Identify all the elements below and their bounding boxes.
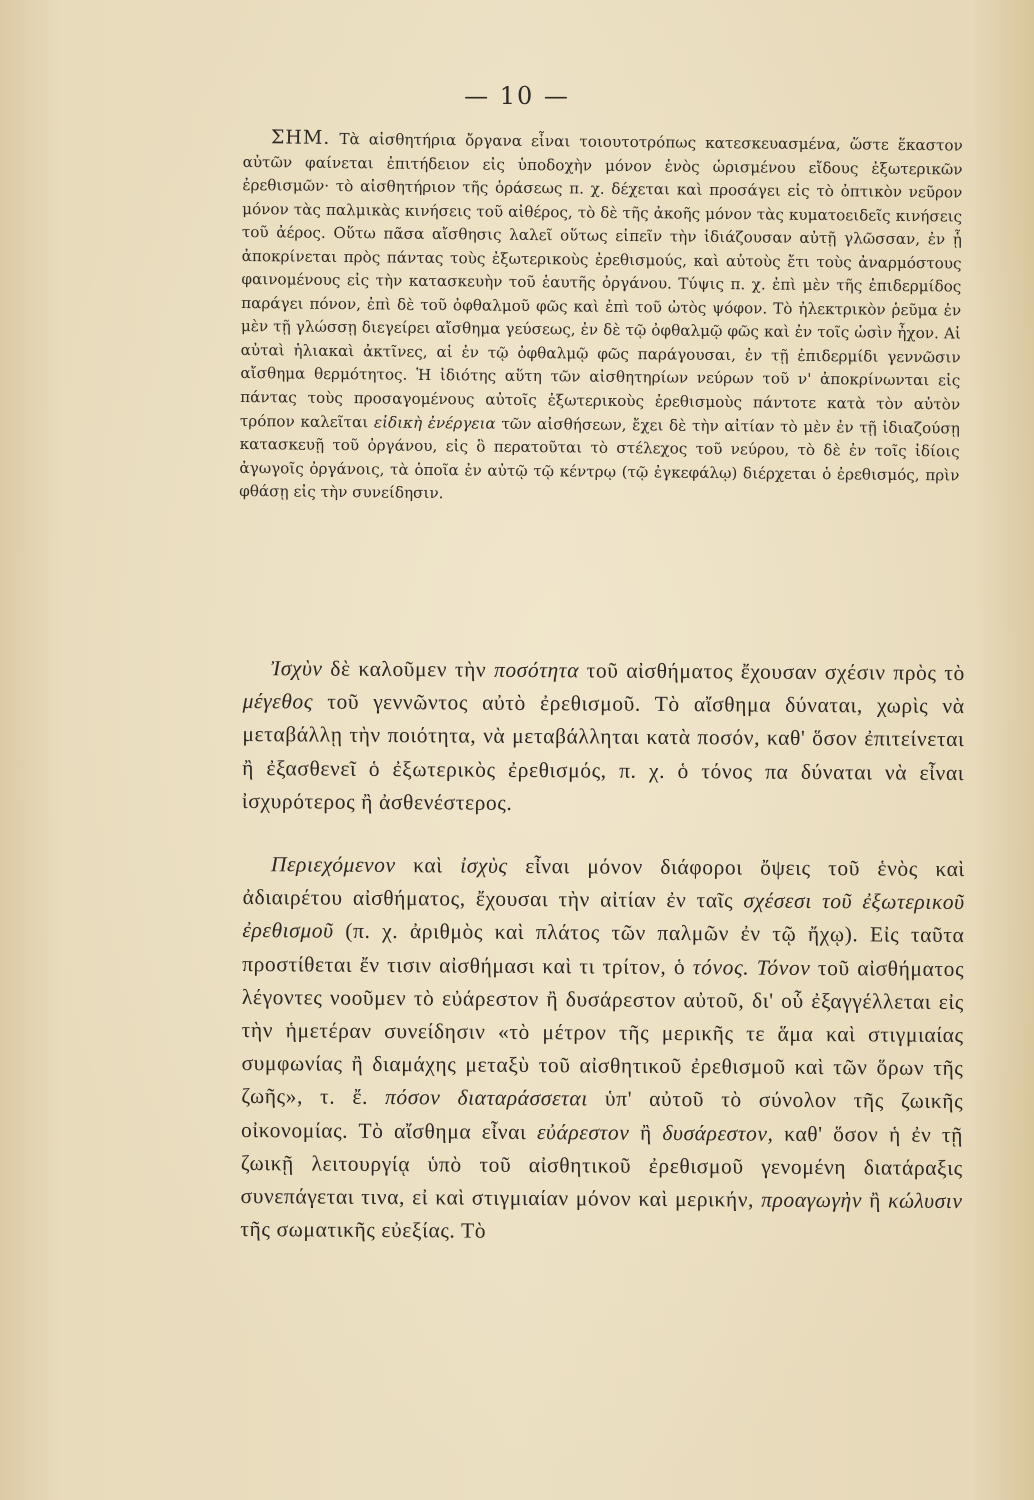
p2-text: τῆς σωματικῆς εὐεξίας. Τὸ — [240, 1217, 487, 1243]
p2-text: ἢ — [869, 1188, 882, 1213]
p2-text: (π. χ. ἀριθμὸς καὶ πλάτος τῶν παλμῶν ἐν τῷ ἤχῳ). Εἰς ταῦτα προστίθεται ἔν τισιν αἰσθήμασι καὶ τι τρίτον, ὁ — [242, 919, 965, 979]
p2-term-tonos: τόνος. Τόνον — [692, 954, 811, 980]
p2-text: ἢ — [639, 1120, 652, 1145]
note-italic-term: εἰδικὴ ἐνέργεια — [373, 412, 496, 433]
p1-text: τοῦ αἰσθήματος ἔχουσαν σχέσιν πρὸς τὸ — [586, 658, 965, 686]
p2-term-kolysin: κώλυσιν — [888, 1188, 963, 1214]
p1-term-posotita: ποσότητα — [493, 657, 580, 683]
page-number: — 10 — — [464, 82, 570, 110]
p2-text: καθ' ὅσον ἡ ἐν τῇ ζωικῇ λειτουργίᾳ ὑπὸ τοῦ αἰσθητικοῦ ἐρεθισμοῦ γενομένη διατάραξις συνεπάγεται τινα, εἰ καὶ στιγμιαίαν μόνον καὶ μερικήν, — [240, 1121, 964, 1212]
p2-term-proagogin: προαγωγὴν — [761, 1187, 863, 1213]
note-text-end: τῶν αἰσθήσεων, ἔχει δὲ τὴν αἰτίαν τὸ μὲν ἐν τῇ ἰδιαζούσῃ κατασκευῇ τοῦ ὀργάνου, εἰς ὃ περατοῦται τὸ στέλεχος τοῦ νεύρου, τὸ δὲ ἐν τοῖς ἰδίοις ἀγωγοῖς ὀργάνοις, τὰ ὁποῖα ἐν αὐτῷ τῷ κέντρῳ (τῷ ἐγκεφάλῳ) διέρχεται ὁ ἐρεθισμός, πρὶν φθάσῃ εἰς τὴν συνείδησιν. — [239, 414, 960, 503]
p2-text: καὶ — [413, 853, 443, 878]
footnote-paragraph — [239, 126, 963, 511]
p1-term-ischyn: Ἰσχὺν — [270, 656, 323, 681]
p2-text: εἶναι μόνον διάφοροι ὄψεις τοῦ ἑνὸς καὶ ἀδιαιρέτου αἰσθήματος, ἔχουσαι τὴν αἰτίαν ἐν ταῖς — [242, 853, 965, 913]
p2-term-evareston: εὐάρεστον — [536, 1119, 630, 1145]
p2-term-dysareston: δυσάρεστον, — [662, 1120, 774, 1146]
p1-term-megethos: μέγεθος — [242, 689, 314, 714]
p2-text: τοῦ αἰσθήματος λέγοντες νοοῦμεν τὸ εὐάρεστον ἢ δυσάρεστον αὐτοῦ, δι' οὗ ἐξαγγέλλεται εἰς τὴν ἡμετέραν συνείδησιν «τὸ μέτρον τῆς μερικῆς τε ἅμα καὶ στιγμιαίας συμφωνίας ἢ διαμάχης μεταξὺ τοῦ αἰσθητικοῦ ἐρεθισμοῦ καὶ τῶν ὅρων τῆς ζωῆς», τ. ἔ. — [241, 955, 965, 1110]
paragraph-intensity — [242, 652, 965, 823]
p2-text: ὑπ' αὐτοῦ τὸ σύνολον τῆς ζωικῆς οἰκονομίας. Τὸ αἴσθημα εἶναι — [240, 1086, 964, 1144]
paragraph-content — [240, 848, 965, 1251]
p1-text: τοῦ γεννῶντος αὐτὸ ἐρεθισμοῦ. Τὸ αἴσθημα δύναται, χωρὶς νὰ μεταβάλλῃ τὴν ποιότητα, νὰ μεταβάλληται κατὰ ποσόν, καθ' ὅσον ἐπιτείνεται ἢ ἐξασθενεῖ ὁ ἐξωτερικὸς ἐρεθισμός, π. χ. ὁ τόνος πα δύναται νὰ εἶναι ἰσχυρότερος ἢ ἀσθενέστερος. — [241, 689, 965, 815]
p2-term-scheseis: σχέσεσι τοῦ ἐξωτερικοῦ ἐρεθισμοῦ — [242, 888, 965, 944]
p2-term-periechomenon: Περιεχόμενον — [270, 852, 396, 878]
p2-term-ischys: ἰσχὺς — [460, 853, 508, 878]
p2-term-diatarassetai: πόσον διαταράσσεται — [384, 1085, 588, 1111]
p1-text: δὲ καλοῦμεν τὴν — [330, 656, 487, 682]
note-text: Τὰ αἰσθητήρια ὄργανα εἶναι τοιουτοτρόπως κατεσκευασμένα, ὥστε ἕκαστον αὐτῶν φαίνεται ἐπιτήδειον εἰς ὑποδοχὴν μόνον ἑνὸς ὡρισμένου εἴδους ἐξωτερικῶν ἐρεθισμῶν· τὸ αἰσθητήριον τῆς ὁράσεως π. χ. δέχεται καὶ προσάγει εἰς τὸ ὀπτικὸν νεῦρον μόνον τὰς παλμικὰς κινήσεις τοῦ αἰθέρος, τὸ δὲ τῆς ἀκοῆς μόνον τὰς κυματοειδεῖς κινήσεις τοῦ ἀέρος. Οὕτω πᾶσα αἴσθησις λαλεῖ οὕτως εἰπεῖν τὴν ἰδιάζουσαν αὐτῇ γλῶσσαν, ἐν ᾗ ἀποκρίνεται πρὸς πάντας τοὺς ἐξωτερικοὺς ἐρεθισμούς, καὶ αὐτοὺς ἔτι τοὺς ἀναρμόστους φαινομένους εἰς τὴν κατασκευὴν τοῦ ἑαυτῆς ὀργάνου. Τύψις π. χ. ἐπὶ μὲν τῆς ἐπιδερμίδος παράγει πόνον, ἐπὶ δὲ τοῦ ὀφθαλμοῦ φῶς καὶ ἐπὶ τοῦ ὠτὸς ψόφον. Τὸ ἠλεκτρικὸν ῥεῦμα ἐν μὲν τῇ γλώσσῃ διεγείρει αἴσθημα γεύσεως, ἐν δὲ τῷ ὀφθαλμῷ φῶς καὶ ἐν τοῖς ὠσὶν ἦχον. Αἱ αὐταὶ ἡλιακαὶ ἀκτῖνες, αἱ ἐν τῷ ὀφθαλμῷ φῶς παράγουσαι, ἐν τῇ ἐπιδερμίδι γεννῶσιν αἴσθημα θερμότητος. Ἡ ἰδιότης αὕτη τῶν αἰσθητηρίων νεύρων τοῦ ν' ἀποκρίνωνται εἰς πάντας τοὺς προσαγομένους αὐτοῖς ἐξωτερικοὺς ἐρεθισμοὺς πάντοτε κατὰ τὸν αὐτὸν τρόπον καλεῖται — [239, 130, 963, 431]
note-lead: ΣΗΜ. — [270, 126, 331, 149]
